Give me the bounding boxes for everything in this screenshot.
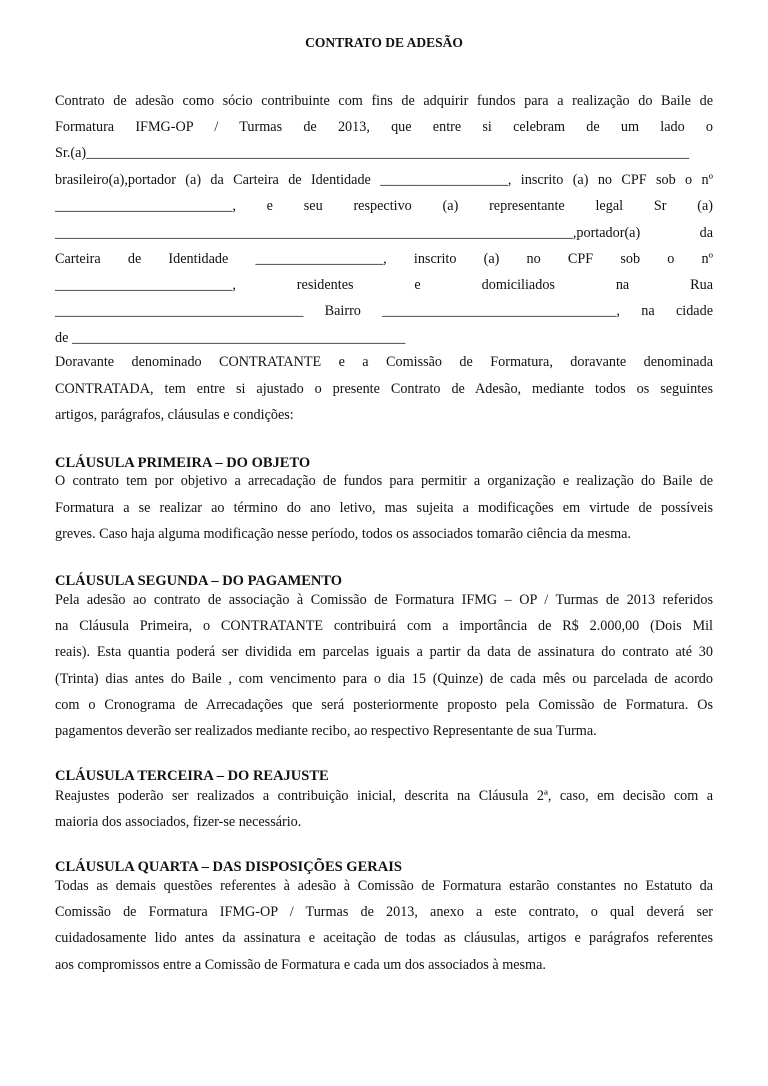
- document-title: CONTRATO DE ADESÃO: [305, 35, 463, 50]
- intro-line: ___________________________________ Bairro _________________________________, na cidade: [55, 303, 713, 319]
- intro-line: Doravante denominado CONTRATANTE e a Comissão de Formatura, doravante denominada: [55, 354, 713, 370]
- clause-line: Formatura a se realizar ao término do ano letivo, mas sujeita a modificações em virtude de possíveis: [55, 500, 713, 516]
- intro-line: _________________________________________________________________________,portador(a) da: [55, 225, 713, 241]
- intro-line: Carteira de Identidade __________________, inscrito (a) no CPF sob o nº: [55, 251, 713, 267]
- clause-line: com o Cronograma de Arrecadações que será posteriormente proposto pela Comissão de Formatura. Os: [55, 697, 713, 713]
- clause-line: aos compromissos entre a Comissão de Formatura e cada um dos associados à mesma.: [55, 957, 546, 973]
- clause-line: cuidadosamente lido antes da assinatura e aceitação de todas as cláusulas, artigos e parágrafos referentes: [55, 930, 713, 946]
- clause-line: Todas as demais questões referentes à adesão à Comissão de Formatura estarão constantes no Estatuto da: [55, 878, 713, 894]
- intro-line: artigos, parágrafos, cláusulas e condições:: [55, 407, 294, 423]
- intro-line: Sr.(a)_____________________________________________________________________________________: [55, 145, 690, 161]
- intro-line: CONTRATADA, tem entre si ajustado o presente Contrato de Adesão, mediante todos os seguintes: [55, 381, 713, 397]
- clause-heading: CLÁUSULA TERCEIRA – DO REAJUSTE: [55, 768, 329, 784]
- clause-line: Pela adesão ao contrato de associação à Comissão de Formatura IFMG – OP / Turmas de 2013 referidos: [55, 592, 713, 608]
- intro-line: _________________________, residentes e domiciliados na Rua: [55, 277, 713, 293]
- intro-line: Contrato de adesão como sócio contribuinte com fins de adquirir fundos para a realização do Baile de: [55, 93, 713, 109]
- clause-line: O contrato tem por objetivo a arrecadação de fundos para permitir a organização e realização do Baile de: [55, 473, 713, 489]
- clause-line: Reajustes poderão ser realizados a contribuição inicial, descrita na Cláusula 2ª, caso, em decisão com a: [55, 788, 713, 804]
- clause-line: greves. Caso haja alguma modificação nesse período, todos os associados tomarão ciência da mesma.: [55, 526, 631, 542]
- clause-heading: CLÁUSULA PRIMEIRA – DO OBJETO: [55, 455, 311, 471]
- clause-line: (Trinta) dias antes do Baile , com vencimento para o dia 15 (Quinze) de cada mês ou parcelada de acordo: [55, 671, 713, 687]
- clause-line: maioria dos associados, fizer-se necessário.: [55, 814, 302, 830]
- clause-line: Comissão de Formatura IFMG-OP / Turmas de 2013, anexo a este contrato, o qual deverá ser: [55, 904, 713, 920]
- clause-heading: CLÁUSULA SEGUNDA – DO PAGAMENTO: [55, 573, 343, 589]
- intro-line: de _______________________________________________: [55, 330, 406, 346]
- clause-heading: CLÁUSULA QUARTA – DAS DISPOSIÇÕES GERAIS: [55, 859, 402, 875]
- clause-line: na Cláusula Primeira, o CONTRATANTE contribuirá com a importância de R$ 2.000,00 (Dois Mil: [55, 618, 713, 634]
- intro-line: _________________________, e seu respectivo (a) representante legal Sr (a): [55, 198, 713, 214]
- intro-line: Formatura IFMG-OP / Turmas de 2013, que entre si celebram de um lado o: [55, 119, 713, 135]
- clause-line: reais). Esta quantia poderá ser dividida em parcelas iguais a partir da data de assinatura do contrato até 30: [55, 644, 713, 660]
- clause-line: pagamentos deverão ser realizados mediante recibo, ao respectivo Representante de sua Turma.: [55, 723, 597, 739]
- intro-line: brasileiro(a),portador (a) da Carteira de Identidade __________________, inscrito (a) no CPF sob o nº: [55, 172, 713, 188]
